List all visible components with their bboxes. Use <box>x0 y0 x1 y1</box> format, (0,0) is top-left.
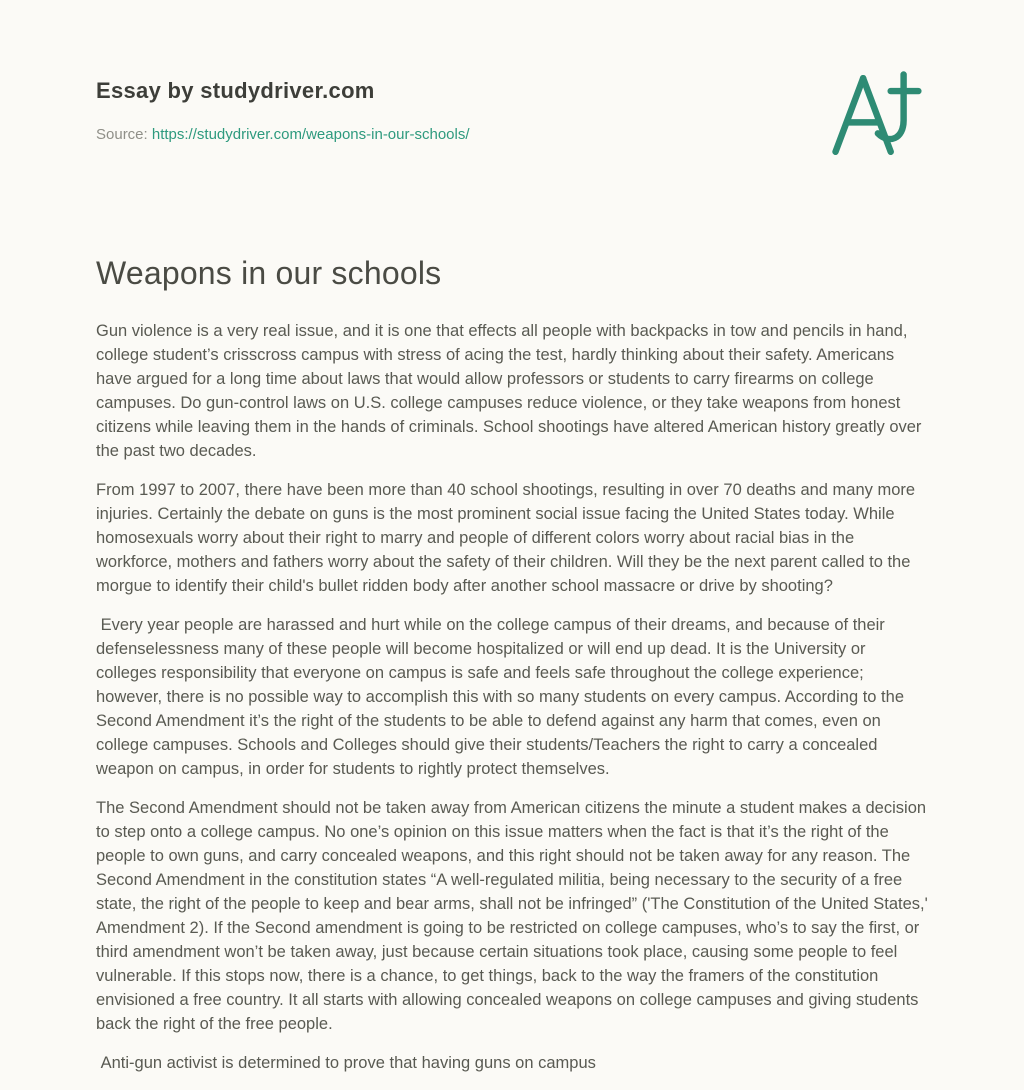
essay-paragraph: The Second Amendment should not be taken away from American citizens the minute a student makes a decision to step onto a college campus. No one’s opinion on this issue matters when the fact is that it’s the right of the people to own guns, and carry concealed weapons, and this right should not be taken away for any reason. The Second Amendment in the constitution states “A well-regulated militia, being necessary to the security of a free state, the right of the people to keep and bear arms, shall not be infringed” ('The Constitution of the United States,' Amendment 2). If the Second amendment is going to be restricted on college campuses, who’s to say the first, or third amendment won’t be taken away, just because certain situations took place, causing some people to feel vulnerable. If this stops now, there is a chance, to get things, back to the way the framers of the constitution envisioned a free country. It all starts with allowing concealed weapons on college campuses and giving students back the right of the free people. <box>96 799 932 1033</box>
source-line <box>96 126 928 143</box>
essay-paragraph: From 1997 to 2007, there have been more than 40 school shootings, resulting in over 70 deaths and many more injuries. Certainly the debate on guns is the most prominent social issue facing the United States today. While homosexuals worry about their right to marry and people of different colors worry about racial bias in the workforce, mothers and fathers worry about the safety of their children. Will they be the next parent called to the morgue to identify their child's bullet ridden body after another school massacre or drive by shooting? <box>96 481 920 595</box>
essay-page <box>96 0 932 1075</box>
source-label: Source: <box>96 126 148 143</box>
essay-paragraph: Every year people are harassed and hurt while on the college campus of their dreams, and because of their defenselessness many of these people will become hospitalized or will end up dead. It is the University or colleges responsibility that everyone on campus is safe and feels safe throughout the college experience; however, there is no possible way to accomplish this with so many students on every campus. According to the Second Amendment it’s the right of the students to be able to defend against any harm that comes, even on college campuses. Schools and Colleges should give their students/Teachers the right to carry a concealed weapon on campus, in order for students to rightly protect themselves. <box>96 616 909 778</box>
studydriver-logo-icon <box>830 68 922 162</box>
source-link[interactable]: https://studydriver.com/weapons-in-our-schools/ <box>151 126 470 143</box>
essay-paragraph: Anti-gun activist is determined to prove that having guns on campus <box>96 1054 596 1072</box>
essay-byline: Essay by studydriver.com <box>96 78 375 103</box>
essay-paragraph: Gun violence is a very real issue, and it is one that effects all people with backpacks in tow and pencils in hand, college student’s crisscross campus with stress of acing the test, hardly thinking about their safety. Americans have argued for a long time about laws that would allow professors or students to carry firearms on college campuses. Do gun-control laws on U.S. college campuses reduce violence, or they take weapons from honest citizens while leaving them in the hands of criminals. School shootings have altered American history greatly over the past two decades. <box>96 322 927 460</box>
essay-content <box>96 319 932 1075</box>
page-title: Weapons in our schools <box>96 255 442 291</box>
